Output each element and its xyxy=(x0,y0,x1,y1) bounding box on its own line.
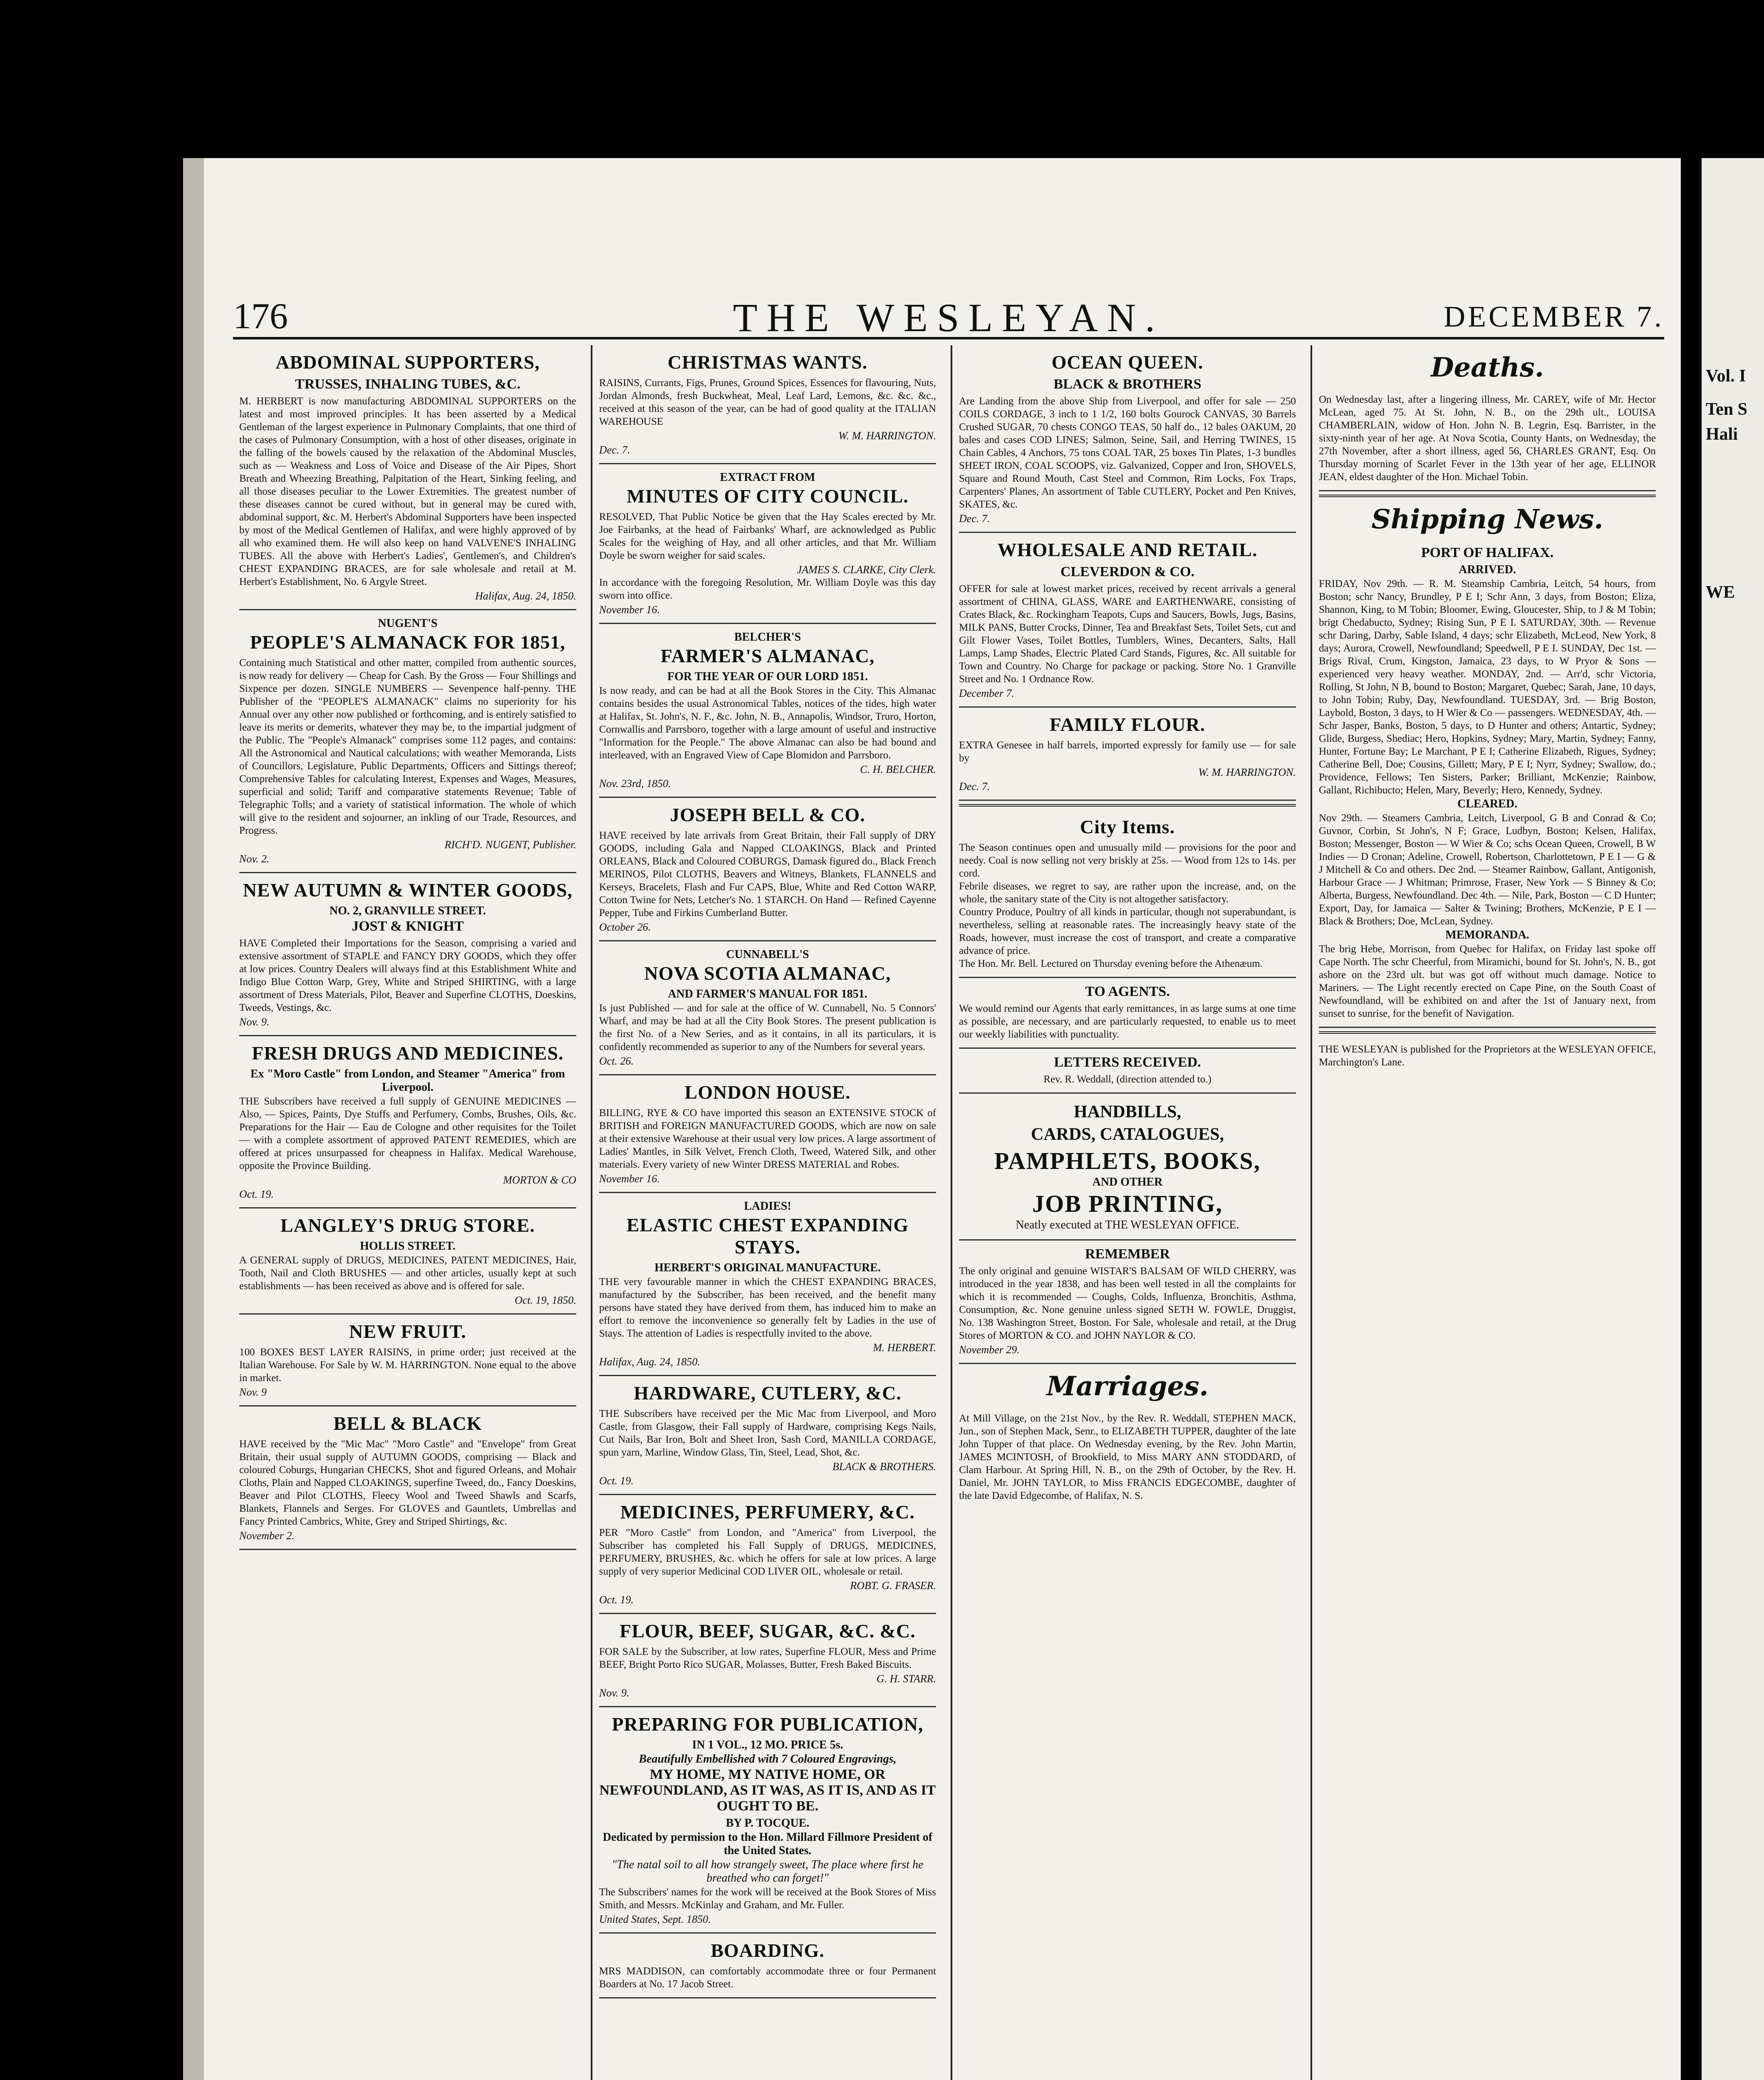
advert-title: JOSEPH BELL & CO. xyxy=(670,804,865,825)
advert-firm: BLACK & BROTHERS. xyxy=(832,1461,936,1473)
notice-body-2: In accordance with the foregoing Resolution, Mr. William Doyle was this day sworn into office. xyxy=(599,577,936,601)
masthead xyxy=(233,291,1664,339)
letters-received xyxy=(959,1049,1296,1094)
advert-langleys-drug-store xyxy=(239,1208,576,1315)
adjacent-fragment: Hali xyxy=(1706,425,1738,444)
advert-signature: C. H. BELCHER. xyxy=(860,763,936,775)
advert-peoples-almanack xyxy=(239,610,576,873)
arrived-list: FRIDAY, Nov 29th. — R. M. Steamship Cambria, Leitch, 54 hours, from Boston; schr Nancy, Brundley, P E I; Schr Ann, 3 days, from Boston; Eliza, Shannon, King, to M Tobin; Bloomer, Ewing, Gloucester, Ship, to J & M Tobin; brigt Chedabucto, Sydney; Rising Sun, P E I. SATURDAY, 30th. — Revenue schr Daring, Darby, Sable Island, 4 days; schr Elizabeth, McLeod, New York, 8 days; Aurora, Crowell, Newfoundland; Speedwell, P E I. SUNDAY, Dec 1st. — Brigs Rival, Crum, Kingston, Jamaica, 23 days, to W Pryor & Sons — experienced very heavy weather. MONDAY, 2nd. — Arr'd, schr Victoria, Rolling, St John, N B, bound to Boston; Margaret, Quebec; Sarah, Jane, 10 days, to John Tobin; Ruby, Day, Newfoundland. TUESDAY, 3rd. — Brig Boston, Laybold, Boston, 3 days, to H Wier & Co — passengers. WEDNESDAY, 4th. — Schr Jasper, Banks, Boston, 5 days, to D Hunter and others; Antartic, Sydney; Glide, Burgess, Shediac; Hero, Hopkins, Sydney; Mary, Martin, Sydney; Fanny, Hunter, Fortune Bay; Le Marchant, P E I; Catherine Elizabeth, Rigues, Sydney; Catherine Bell, Doe; Cousins, Gillett; Mary, P E I; Nyrr, Sydney; Swallow, do.; Providence, Fellows; Ten Sisters, Parker; Brilliant, McKenzie; Rainbow, Gallant, Richibucto; Helen, Mary, Beverly; Hero, Kennedy, Sydney. xyxy=(1319,578,1656,796)
city-item: The Season continues open and unusually mild — provisions for the poor and needy. Coal is now selling not very briskly at 25s. — Wood from 12s to 14s. per cord. xyxy=(959,842,1296,879)
adjacent-fragment: Vol. I xyxy=(1706,366,1746,386)
book-dedication: Dedicated by permission to the Hon. Millard Fillmore President of the United States. xyxy=(602,1831,933,1857)
advert-body: Is just Published — and for sale at the office of W. Cunnabell, No. 5 Connors' Wharf, and may be had at all the City Book Stores. The present publication is the first No. of a New Series, and as it contains, in all its particulars, it is confidently recommended as superior to any of the Numbers for several years. xyxy=(599,1003,936,1052)
advert-body: EXTRA Genesee in half barrels, imported expressly for family use — for sale by xyxy=(959,740,1296,764)
advert-date: Oct. 19, 1850. xyxy=(514,1294,576,1306)
advert-title: FARMER'S ALMANAC, xyxy=(660,645,875,666)
advert-date: Oct. 19. xyxy=(599,1594,634,1606)
advert-signature: RICH'D. NUGENT, Publisher. xyxy=(444,839,576,851)
newspaper-title: THE WESLEYAN. xyxy=(733,295,1164,340)
notice-body: We would remind our Agents that early remittances, in as large sums at one time as possible, are necessary, and are particularly requested, to enable us to meet our weekly liabilities with punctuality. xyxy=(959,1003,1296,1040)
book-title: MY HOME, MY NATIVE HOME, OR NEWFOUNDLAND, AS IT WAS, AS IT IS, AND AS IT OUGHT TO BE. xyxy=(599,1767,936,1814)
section-rule xyxy=(1319,495,1656,497)
advert-new-fruit xyxy=(239,1315,576,1406)
advert-medicines xyxy=(599,1495,936,1614)
advert-ocean-queen xyxy=(959,345,1296,533)
advert-date: November 2. xyxy=(239,1530,295,1542)
advert-body: Is now ready, and can be had at all the Book Stores in the City. This Almanac contains besides the usual Astronomical Tables, notices of the tides, high water at Halifax, St. John's, N. F., &c. John, N. B., Annapolis, Windsor, Truro, Horton, Cornwallis and Parrsboro, together with a large amount of useful and instructive "Information for the People." The above Almanac can also be had bound and interleaved, with an Engraved View of Cape Blomidon and Parrsboro. xyxy=(599,685,936,761)
deaths-list xyxy=(1319,387,1656,491)
advert-london-house xyxy=(599,1075,936,1193)
advert-body: 100 BOXES BEST LAYER RAISINS, in prime order; just received at the Italian Warehouse. For Sale by W. M. HARRINGTON. None equal to the above in market. xyxy=(239,1347,576,1384)
advert-body: RAISINS, Currants, Figs, Prunes, Ground Spices, Essences for flavouring, Nuts, Jordan Almonds, fresh Buckwheat, Meal, Leaf Lard, Lemons, &c. &c. &c., received at this season of the year, can be had of good quality at the ITALIAN WAREHOUSE xyxy=(599,377,936,427)
advert-subtitle: FOR THE YEAR OF OUR LORD 1851. xyxy=(667,670,868,683)
advert-kicker: BELCHER'S xyxy=(734,631,801,644)
advert-date: Dec. 7. xyxy=(959,780,990,792)
notice-city-council xyxy=(599,464,936,624)
advert-firm: CLEVERDON & CO. xyxy=(1060,564,1195,579)
advert-title: NEW FRUIT. xyxy=(349,1321,466,1342)
notice-signature: JAMES S. CLARKE, City Clerk. xyxy=(797,564,936,576)
advert-date: Oct. 26. xyxy=(599,1055,634,1067)
advert-subtitle: AND FARMER'S MANUAL FOR 1851. xyxy=(668,988,867,1000)
advert-date: October 26. xyxy=(599,921,651,933)
book-epigraph: "The natal soil to all how strangely sweet, The place where first he breathed who can forget!" xyxy=(612,1858,924,1884)
advert-title: REMEMBER xyxy=(1085,1246,1170,1262)
city-item: The Hon. Mr. Bell. Lectured on Thursday evening before the Athenæum. xyxy=(959,958,1263,969)
advert-date: Halifax, Aug. 24, 1850. xyxy=(475,590,576,602)
advert-firm: W. M. HARRINGTON. xyxy=(1198,766,1296,778)
advert-title: BELL & BLACK xyxy=(333,1413,482,1434)
advert-firm: G. H. STARR. xyxy=(876,1673,936,1685)
advert-wholesale-retail xyxy=(959,533,1296,708)
advert-title: FAMILY FLOUR. xyxy=(1049,714,1206,735)
death-notices: On Wednesday last, after a lingering illness, Mr. CAREY, wife of Mr. Hector McLean, aged 75. At St. John, N. B., on the 29th ult., LOUISA CHAMBERLAIN, widow of Hon. John N. B. Legrin, Esq. Barrister, in the sixty-ninth year of her age. At Nova Scotia, County Hants, on Wednesday, the 27th November, after a short illness, aged 56, CHARLES GRANT, Esq. On Thursday morning of Scarlet Fever in the 13th year of her age, ELLINOR JEAN, eldest daughter of the Hon. Michael Tobin. xyxy=(1319,394,1656,483)
adjacent-fragment: WE xyxy=(1706,583,1735,602)
advert-date: Oct. 19. xyxy=(599,1475,634,1487)
advert-body: HAVE received by late arrivals from Great Britain, their Fall supply of DRY GOODS, including Gala and Napped CLOAKINGS, Black and Printed ORLEANS, Black and Coloured COBURGS, Damask figured do., Black French MERINOS, Pilot CLOTHS, Beavers and Witneys, Blankets, FLANNELS and Kerseys, Bracelets, Flash and Fur CAPS, Blue, White and Red Cotton WARP, Cotton Twine for Nets, Letcher's No. 1 STARCH. On Hand — Refined Cayenne Pepper, Tube and Firkins Cumberland Butter. xyxy=(599,830,936,919)
advert-date: Dec. 7. xyxy=(599,444,630,456)
advert-date: Oct. 19. xyxy=(239,1188,274,1200)
printing-line: JOB PRINTING, xyxy=(1032,1190,1223,1217)
advert-date: Dec. 7. xyxy=(959,513,990,525)
port-name: PORT OF HALIFAX. xyxy=(1421,545,1554,560)
advert-title: NOVA SCOTIA ALMANAC, xyxy=(644,963,891,984)
advert-title: FLOUR, BEEF, SUGAR, &C. &C. xyxy=(619,1620,916,1642)
advert-kicker: CUNNABELL'S xyxy=(726,948,809,961)
arrived-heading: ARRIVED. xyxy=(1459,563,1516,576)
advert-hardware xyxy=(599,1376,936,1495)
column-rule xyxy=(591,345,592,2080)
city-item: Febrile diseases, we regret to say, are rather upon the increase, and, on the whole, the sanitary state of the City is not altogether satisfactory. xyxy=(959,881,1296,905)
section-heading: TO AGENTS. xyxy=(1085,984,1170,999)
advert-firm: JOST & KNIGHT xyxy=(352,919,464,934)
advert-subtitle: TRUSSES, INHALING TUBES, &C. xyxy=(295,376,520,392)
city-items xyxy=(959,810,1296,978)
advert-title: CHRISTMAS WANTS. xyxy=(667,352,868,373)
advert-autumn-winter-goods xyxy=(239,873,576,1036)
advert-address: HOLLIS STREET. xyxy=(360,1240,456,1253)
advert-title: WHOLESALE AND RETAIL. xyxy=(997,539,1258,560)
advert-date: Nov. 9. xyxy=(239,1016,270,1028)
advert-date: United States, Sept. 1850. xyxy=(599,1913,711,1925)
column-rule xyxy=(1311,345,1312,2080)
advert-firm: BLACK & BROTHERS xyxy=(1053,376,1202,392)
advert-title: ABDOMINAL SUPPORTERS, xyxy=(275,352,540,373)
advert-body: The Subscribers' names for the work will be received at the Book Stores of Miss Smith, and Messrs. McKinlay and Graham, and Mr. Fuller. xyxy=(599,1887,936,1911)
advert-address: NO. 2, GRANVILLE STREET. xyxy=(329,904,486,917)
marriages-list xyxy=(959,1406,1296,1509)
advert-body: HAVE received by the "Mic Mac" "Moro Castle" and "Envelope" from Great Britain, their usual supply of AUTUMN GOODS, comprising — Black and coloured Coburgs, Hungarian CHECKS, Shot and figured Orleans, and Mohair Cloths, Plain and Napped CLOAKINGS, superfine Tweed, do., Fancy Doeskins, Beaver and Pilot CLOTHS, Fleecy Wool and Tweed Shawls and Scarfs, Blankets, Flannels and Serges. For GLOVES and Gauntlets, Umbrellas and Fancy Printed Cambrics, White, Grey and Striped Shirtings, &c. xyxy=(239,1439,576,1527)
advert-body: FOR SALE by the Subscriber, at low rates, Superfine FLOUR, Mess and Prime BEEF, Bright Porto Rico SUGAR, Molasses, Butter, Fresh Baked Biscuits. xyxy=(599,1646,936,1670)
advert-joseph-bell xyxy=(599,798,936,941)
section-rule xyxy=(1319,1031,1656,1034)
advert-remember-wistars-balsam xyxy=(959,1241,1296,1364)
cleared-heading: CLEARED. xyxy=(1457,797,1517,810)
notice-body: RESOLVED, That Public Notice be given that the Hay Scales erected by Mr. Joe Fairbanks, at the head of Fairbanks' Wharf, are acknowledged as Public Scales for the weighing of Hay, and all other articles, and that Mr. William Doyle be sworn weigher for said scales. xyxy=(599,511,936,561)
advert-fresh-drugs xyxy=(239,1036,576,1208)
advert-chest-expanding-stays xyxy=(599,1193,936,1376)
advert-subtitle: IN 1 VOL., 12 MO. PRICE 5s. xyxy=(692,1738,843,1751)
section-heading: City Items. xyxy=(1080,816,1175,837)
advert-body: Are Landing from the above Ship from Liverpool, and offer for sale — 250 COILS CORDAGE, 3 inch to 1 1/2, 160 bolts Gourock CANVAS, 30 Barrels Crushed SUGAR, 70 chests CONGO TEAS, 50 half do., 12 bales OAKUM, 20 bales and cases COD LINES; Salmon, Seine, Sail, and Herring TWINES, 15 Chain Cables, 4 Anchors, 75 tons COAL TAR, 25 boxes Tin Plates, 1-3 bundles SHEET IRON, COAL SCOOPS, viz. Galvanized, Copper and Iron, SHOVELS, Square and Round Mouth, Cast Steel and Common, Rim Locks, Fox Traps, Carpenters' Planes, An assortment of Table CUTLERY, Pocket and Pen Knives, SKATES, &c. xyxy=(959,396,1296,510)
advert-subtitle-2: Beautifully Embellished with 7 Coloured Engravings, xyxy=(639,1753,897,1766)
advert-date: Halifax, Aug. 24, 1850. xyxy=(599,1356,700,1368)
printing-line: PAMPHLETS, BOOKS, xyxy=(994,1147,1261,1174)
notice-title: MINUTES OF CITY COUNCIL. xyxy=(627,485,909,507)
advert-subtitle: HERBERT'S ORIGINAL MANUFACTURE. xyxy=(654,1261,881,1274)
advert-boarding xyxy=(599,1934,936,1998)
advert-signature: M. HERBERT. xyxy=(873,1342,936,1354)
advert-title: ELASTIC CHEST EXPANDING STAYS. xyxy=(626,1214,909,1258)
section-heading: LETTERS RECEIVED. xyxy=(1054,1055,1201,1070)
advert-body: OFFER for sale at lowest market prices, received by recent arrivals a general assortment of CHINA, GLASS, WARE and EARTHENWARE, consisting of Crates Black, &c. Rockingham Teapots, Cups and Saucers, Bowls, Jugs, Basins, MILK PANS, Butter Crocks, Dinner, Tea and Breakfast Sets, Toilet Sets, cut and Gilt Flower Vases, Toilet Bottles, Tumblers, Wines, Decanters, Salts, Hall Lamps, Lamp Shades, Electric Plated Card Stands, Figures, &c. All suitable for Town and Country. No Charge for package or packing. Store No. 1 Granville Street and No. 1 Ordnance Row. xyxy=(959,583,1296,685)
memoranda-list: The brig Hebe, Morrison, from Quebec for Halifax, on Friday last spoke off Cape North. The schr Cheerful, from Miramichi, bound for St. John's, N. B., got ashore on the 23rd ult. but was got off without much damage. Notice to Mariners. — The Light recently erected on Cape Pine, on the South Coast of Newfoundland, will be exhibited on and after the 1st of January next, from sunset to sunrise, for the benefit of Navigation. xyxy=(1319,943,1656,1019)
publication-notice xyxy=(1319,1037,1656,1075)
column-1 xyxy=(239,345,576,2080)
advert-date: November 16. xyxy=(599,1173,660,1185)
advert-date: Nov. 23rd, 1850. xyxy=(599,778,671,790)
advert-kicker: LADIES! xyxy=(744,1200,791,1213)
advert-title: MEDICINES, PERFUMERY, &C. xyxy=(620,1501,915,1523)
advert-body: THE Subscribers have received per the Mic Mac from Liverpool, and Moro Castle, from Glasgow, their Fall supply of Hardware, comprising Kegs Nails, Cut Nails, Bar Iron, Bolt and Sheet Iron, Sash Cord, MANILLA CORDAGE, spun yarn, Marline, Window Glass, Tin, Steel, Lead, Shot, &c. xyxy=(599,1408,936,1458)
advert-firm: ROBT. G. FRASER. xyxy=(850,1580,936,1592)
column-2 xyxy=(599,345,936,2080)
advert-bell-and-black xyxy=(239,1406,576,1550)
advert-title: PEOPLE'S ALMANACK FOR 1851, xyxy=(250,631,565,653)
printing-line: AND OTHER xyxy=(1092,1176,1163,1189)
advert-date: Nov. 9. xyxy=(599,1687,629,1699)
book-author: BY P. TOCQUE. xyxy=(726,1817,810,1830)
advert-flour-beef-sugar xyxy=(599,1614,936,1707)
advert-abdominal-supporters xyxy=(239,345,576,610)
page-number: 176 xyxy=(233,296,288,337)
advert-title: OCEAN QUEEN. xyxy=(1051,352,1204,373)
advert-body: M. HERBERT is now manufacturing ABDOMINAL SUPPORTERS on the latest and most improved principles. It has been asserted by a Medical Gentleman of the largest experience in Pulmonary Complaints, that one third of the cases of Pulmonary Consumption, with a host of other diseases, originate in the falling of the bowels caused by the relaxation of the Abdominal Muscles, such as — Weakness and Loss of Voice and Disease of the Air Pipes, Short Breath and Wheezing Breathing, Palpitation of the Heart, Sinking feeling, and all those diseases peculiar to the Lower Extremities. The greatest number of these diseases cannot be cured without, but in general may be cured with, abdominal support, &c. M. Herbert's Abdominal Supporters have been inspected by most of the Medical Gentlemen of Halifax, and were highly approved of by all who examined them. He will also keep on hand VALVENE'S INHALING TUBES. All the above with Herbert's Ladies', Gentlemen's, and Children's CHEST EXPANDING BRACES, are for sale wholesale and retail at M. Herbert's Establishment, No. 6 Argyle Street. xyxy=(239,396,576,587)
advert-job-printing xyxy=(959,1094,1296,1241)
advert-title: LANGLEY'S DRUG STORE. xyxy=(280,1215,535,1236)
printing-line: Neatly executed at THE WESLEYAN OFFICE. xyxy=(1016,1218,1239,1231)
advert-preparing-for-publication xyxy=(599,1707,936,1934)
advert-title: LONDON HOUSE. xyxy=(684,1082,851,1103)
imprint: THE WESLEYAN is published for the Proprietors at the WESLEYAN OFFICE, Marchington's Lane. xyxy=(1319,1044,1656,1068)
advert-firm: MORTON & CO xyxy=(503,1174,576,1186)
column-rule xyxy=(951,345,952,2080)
advert-body: PER "Moro Castle" from London, and "America" from Liverpool, the Subscriber has completed his Fall Supply of DRUGS, MEDICINES, PERFUMERY, BRUSHES, &c. which he offers for sale at low prices. A large supply of very superior Medicinal COD LIVER OIL, wholesale or retail. xyxy=(599,1527,936,1577)
notice-date: November 16. xyxy=(599,604,660,616)
column-4 xyxy=(1319,345,1656,2080)
section-heading-deaths: Deaths. xyxy=(1430,352,1544,383)
advert-body: MRS MADDISON, can comfortably accommodate three or four Permanent Boarders at No. 17 Jacob Street. xyxy=(599,1966,936,1990)
adjacent-page-edge xyxy=(1702,158,1764,2080)
printing-line: CARDS, CATALOGUES, xyxy=(1031,1125,1224,1144)
notice-body: Rev. R. Weddall, (direction attended to.) xyxy=(1043,1074,1212,1085)
advert-kicker: NUGENT'S xyxy=(378,617,438,630)
advert-title: PREPARING FOR PUBLICATION, xyxy=(612,1714,924,1735)
advert-body: Containing much Statistical and other matter, compiled from authentic sources, is now ready for delivery — Cheap for Cash. By the Gross — Four Shillings and Sixpence per dozen. SINGLE NUMBERS — Sevenpence half-penny. THE Publisher of the "PEOPLE'S ALMANACK" claims no superiority for his Annual over any other now published or forthcoming, and is entirely satisfied to leave its merits or demerits, whatever they may be, to the impartial judgment of the Public. The "People's Almanack" comprises some 112 pages, and contains: All the Astronomical and Nautical calculations; with weather Memoranda, Lists of Councillors, Legislature, Public Departments, Officers and Sittings thereof; Comprehensive Tables for calculating Interest, Expenses and Wages, Measures, superficial and solid; Tariff and comparative statements Revenue; Table of Telegraphic Tolls; and a variety of statistical information. The whole of which will give to the resident and sojourner, an inkling of our Trade, Resources, and Progress. xyxy=(239,657,576,836)
advert-signature: W. M. HARRINGTON. xyxy=(838,430,936,442)
advert-title: HARDWARE, CUTLERY, &C. xyxy=(634,1382,902,1404)
adjacent-fragment: Ten S xyxy=(1706,400,1748,419)
advert-date: Nov. 9 xyxy=(239,1386,267,1398)
advert-belchers-almanac xyxy=(599,624,936,798)
advert-christmas-wants xyxy=(599,345,936,464)
advert-date: November 29. xyxy=(959,1344,1020,1356)
shipping-news xyxy=(1319,539,1656,1028)
memoranda-heading: MEMORANDA. xyxy=(1445,929,1529,941)
advert-body: The only original and genuine WISTAR'S BALSAM OF WILD CHERRY, was introduced in the year 1838, and has been well tested in all the complaints for which it is recommended — Coughs, Colds, Influenza, Bronchitis, Asthma, Consumption, &c. None genuine unless signed SETH W. FOWLE, Druggist, No. 138 Washington Street, Boston. For Sale, wholesale and retail, at the Drug Stores of MORTON & CO. and JOHN NAYLOR & CO. xyxy=(959,1265,1296,1341)
advert-title: NEW AUTUMN & WINTER GOODS, xyxy=(243,879,573,901)
advert-cunnabells-almanac xyxy=(599,941,936,1075)
advert-body: A GENERAL supply of DRUGS, MEDICINES, PATENT MEDICINES, Hair, Tooth, Nail and Cloth BRUSHES — and other articles, usually kept at such establishments — has been received as above and is offered for sale. xyxy=(239,1255,576,1292)
advert-body: BILLING, RYE & CO have imported this season an EXTENSIVE STOCK of BRITISH and FOREIGN MANUFACTURED GOODS, which are now on sale at their extensive Warehouse at their usual very low prices. A large assortment of Ladies' Mantles, in Silk Velvet, French Cloth, Tweed, Watered Silk, and other materials. Every variety of new Winter DRESS MATERIAL and Robes. xyxy=(599,1107,936,1170)
advert-body: THE very favourable manner in which the CHEST EXPANDING BRACES, manufactured by the Subscriber, has been received, and the benefit many persons have stated they have derived from them, has induced him to make an effort to remove the inconvenience so generally felt by Ladies in the use of Stays. The attention of Ladies is respectfully invited to the above. xyxy=(599,1276,936,1339)
advert-date: Nov. 2. xyxy=(239,853,270,865)
printing-line: HANDBILLS, xyxy=(1074,1102,1181,1122)
cleared-list: Nov 29th. — Steamers Cambria, Leitch, Liverpool, G B and Conrad & Co; Guvnor, Corbin, St John's, N F; Grace, Ludbyn, Boston; Kelsen, Halifax, Boston; Messenger, Boston — W Wier & Co; schs Ocean Queen, Crowell, B W Indies — D Cronan; Adeline, Crowell, Robertson, Charlottetown, P E I — G & J Mitchell & Co and others. Dec 2nd. — Steamer Rainbow, Gallant, Antigonish, Harbour Grace — J Whitman; Primrose, Fraser, New York — S Binney & Co; Alberta, Burgess, Newfoundland. Dec 4th. — Nile, Park, Boston — C D Hunter; Export, Day, for Jamaica — Salter & Twining; Brothers, McKenzie, P E I — Black & Brothers; Doe, McLean, Sydney. xyxy=(1319,812,1656,927)
section-heading-shipping-news: Shipping News. xyxy=(1371,504,1603,535)
advert-family-flour xyxy=(959,708,1296,801)
section-heading-marriages: Marriages. xyxy=(1046,1371,1209,1402)
advert-date: December 7. xyxy=(959,687,1014,699)
notice-kicker: EXTRACT FROM xyxy=(720,471,815,484)
advert-title: FRESH DRUGS AND MEDICINES. xyxy=(252,1042,564,1064)
marriage-notices: At Mill Village, on the 21st Nov., by the Rev. R. Weddall, STEPHEN MACK, Jun., son of Stephen Mack, Senr., to ELIZABETH TUPPER, daughter of the late John Tupper of that place. On Wednesday evening, by the Rev. John Martin, JAMES MCINTOSH, of Brookfield, to Miss MARY ANN STODDARD, of Clam Harbour. At Spring Hill, N. B., on the 29th of October, by the Rev. H. Daniel, Mr. JOHN TAYLOR, to Miss FRANCIS EDGECOMBE, daughter of the late David Edgecombe, of Halifax, N. S. xyxy=(959,1413,1296,1501)
advert-subtitle: Ex "Moro Castle" from London, and Steamer "America" from Liverpool. xyxy=(250,1067,565,1094)
issue-date: DECEMBER 7. xyxy=(1443,300,1664,333)
page-binding xyxy=(183,158,204,2080)
advert-body: HAVE Completed their Importations for the Season, comprising a varied and extensive assortment of STAPLE and FANCY DRY GOODS, which they offer at low prices. Country Dealers will always find at this Establishment White and Indigo Blue Cotton Warp, Grey, White and Striped SHIRTING, with a large assortment of Dress Materials, Pilot, Beaver and Superfine CLOTHS, Doeskins, Tweeds, Vestings, &c. xyxy=(239,938,576,1013)
advert-body: THE Subscribers have received a full supply of GENUINE MEDICINES — Also, — Spices, Paints, Dye Stuffs and Perfumery, Combs, Brushes, Oils, &c. Preparations for the Hair — Eau de Cologne and other requisites for the Toilet — with a complete assortment of approved PATENT REMEDIES, which are offered at prices unsurpassed for cheapness in Halifax. Medical Warehouse, opposite the Province Building. xyxy=(239,1096,576,1171)
section-rule xyxy=(959,804,1296,807)
city-item: Country Produce, Poultry of all kinds in particular, though not superabundant, is nevertheless, selling at reasonable rates. The increasingly heavy state of the Roads, however, must increase the cost of transport, and create a comparative advance of price. xyxy=(959,906,1296,956)
to-agents xyxy=(959,978,1296,1049)
column-3 xyxy=(959,345,1296,2080)
advert-title: BOARDING. xyxy=(711,1940,825,1961)
